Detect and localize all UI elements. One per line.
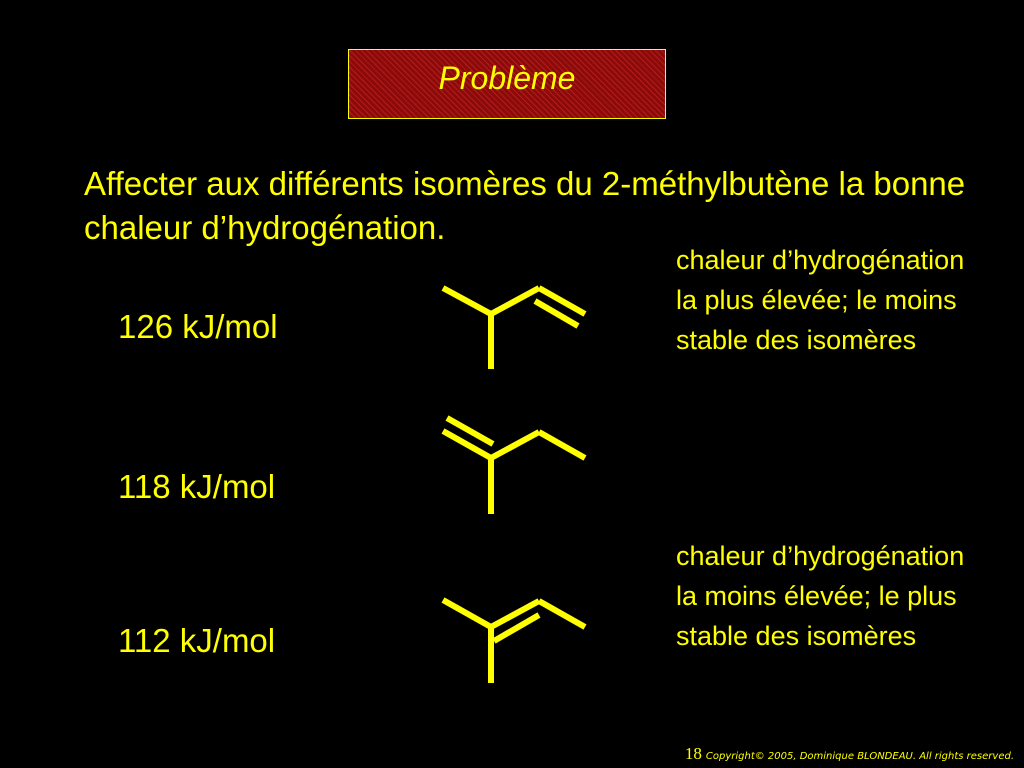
2-methylbut-1-ene-structure-icon — [443, 418, 585, 514]
note-highest-heat: chaleur d’hydrogénation la plus élevée; le moins stable des isomères — [676, 245, 965, 355]
energy-value-1: 126 kJ/mol — [118, 308, 278, 345]
slide-title: Problème — [438, 59, 576, 96]
energy-value-3: 112 kJ/mol — [118, 622, 276, 659]
energy-value-2: 118 kJ/mol — [118, 468, 276, 505]
3-methylbut-1-ene-structure-icon — [443, 288, 585, 369]
2-methylbut-2-ene-structure-icon — [443, 600, 585, 683]
page-number: 18 — [684, 744, 702, 763]
problem-instruction: Affecter aux différents isomères du 2-méthylbutène la bonne chaleur d’hydrogénation. — [84, 165, 966, 246]
slide-footer — [685, 744, 1014, 764]
copyright-notice: Copyright© 2005, Dominique BLONDEAU. All rights reserved. — [705, 751, 1014, 762]
note-lowest-heat: chaleur d’hydrogénation la moins élevée; le plus stable des isomères — [676, 541, 965, 651]
